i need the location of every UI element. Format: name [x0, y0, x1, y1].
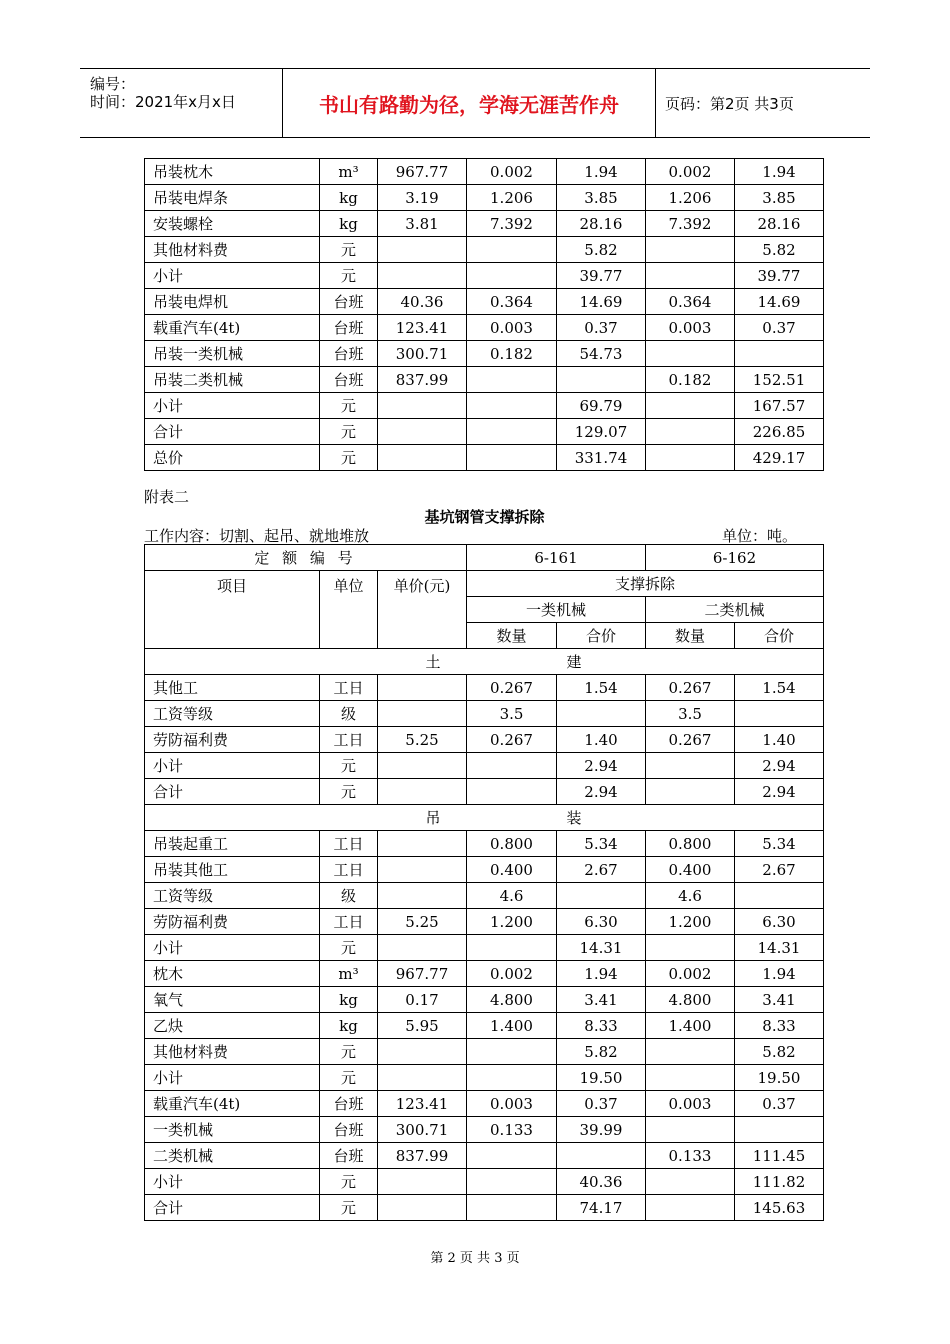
cell-total-a: 1.40: [557, 727, 646, 753]
cell-total-a: [557, 1143, 646, 1169]
cell-total-a: [557, 883, 646, 909]
cell-unit: kg: [320, 1013, 378, 1039]
cell-total-a: 1.94: [557, 961, 646, 987]
cell-price: [378, 1169, 467, 1195]
cell-total-b: 111.82: [735, 1169, 824, 1195]
cell-price: 123.41: [378, 315, 467, 341]
cell-qty-a: 0.267: [467, 727, 557, 753]
cell-unit: kg: [320, 211, 378, 237]
cell-price: 0.17: [378, 987, 467, 1013]
cell-price: 967.77: [378, 159, 467, 185]
cell-unit: 元: [320, 935, 378, 961]
cell-qty-b: 4.6: [646, 883, 735, 909]
table-row: [145, 1065, 824, 1091]
cell-qty-a: 1.200: [467, 909, 557, 935]
cell-unit: 工日: [320, 857, 378, 883]
cell-qty-a: 0.002: [467, 159, 557, 185]
cell-qty-a: 0.003: [467, 315, 557, 341]
cell-qty-b: 0.400: [646, 857, 735, 883]
table-row: [145, 315, 824, 341]
cell-qty-a: [467, 263, 557, 289]
cell-qty-a: 1.206: [467, 185, 557, 211]
appendix-label: 附表二: [144, 488, 190, 506]
cell-qty-a: [467, 445, 557, 471]
cell-qty-b: [646, 1065, 735, 1091]
col-item-header: 项目: [145, 571, 320, 649]
header-motto: 书山有路勤为径，学海无涯苦作舟: [282, 69, 656, 137]
cell-total-b: [735, 883, 824, 909]
table-row: [145, 935, 824, 961]
cell-total-b: 39.77: [735, 263, 824, 289]
cell-qty-a: [467, 1065, 557, 1091]
cell-qty-b: [646, 1117, 735, 1143]
cell-price: [378, 237, 467, 263]
cell-price: 300.71: [378, 1117, 467, 1143]
total-header-a: 合价: [557, 623, 646, 649]
cell-total-a: 6.30: [557, 909, 646, 935]
qty-header-a: 数量: [467, 623, 557, 649]
cell-qty-a: [467, 1195, 557, 1221]
cell-unit: 元: [320, 237, 378, 263]
cell-unit: 元: [320, 393, 378, 419]
cell-total-a: 331.74: [557, 445, 646, 471]
cell-qty-a: 0.400: [467, 857, 557, 883]
cell-item: 小计: [145, 1169, 320, 1195]
page-footer: 第 2 页 共 3 页: [430, 1251, 520, 1266]
table-row: [145, 1013, 824, 1039]
cell-qty-b: [646, 779, 735, 805]
quota-label: 定 额 编 号: [145, 545, 467, 571]
cost-table-continued: [144, 158, 824, 471]
cell-price: [378, 419, 467, 445]
cell-total-b: 3.85: [735, 185, 824, 211]
cell-price: [378, 857, 467, 883]
cell-total-a: 129.07: [557, 419, 646, 445]
cell-item: 其他工: [145, 675, 320, 701]
cell-item: 安装螺栓: [145, 211, 320, 237]
unit-note: 单位：吨。: [722, 527, 798, 545]
cell-qty-b: 0.800: [646, 831, 735, 857]
table-row: [145, 419, 824, 445]
cell-qty-a: [467, 1143, 557, 1169]
cell-item: 其他材料费: [145, 237, 320, 263]
cell-total-b: 14.31: [735, 935, 824, 961]
section-row: [145, 649, 824, 675]
cell-total-a: 1.54: [557, 675, 646, 701]
cell-unit: 台班: [320, 367, 378, 393]
cell-unit: kg: [320, 987, 378, 1013]
cell-total-b: 145.63: [735, 1195, 824, 1221]
cell-unit: 元: [320, 419, 378, 445]
cell-price: 967.77: [378, 961, 467, 987]
cell-total-b: 5.82: [735, 1039, 824, 1065]
cell-total-b: 6.30: [735, 909, 824, 935]
table-row: [145, 1169, 824, 1195]
cell-price: 40.36: [378, 289, 467, 315]
cell-qty-b: [646, 445, 735, 471]
table-row: [145, 1117, 824, 1143]
cell-item: 吊装一类机械: [145, 341, 320, 367]
cell-item: 乙炔: [145, 1013, 320, 1039]
cell-qty-a: [467, 935, 557, 961]
table-row: [145, 185, 824, 211]
cell-price: [378, 753, 467, 779]
cell-total-b: 226.85: [735, 419, 824, 445]
cell-total-b: 429.17: [735, 445, 824, 471]
cell-item: 小计: [145, 393, 320, 419]
cell-total-b: 5.34: [735, 831, 824, 857]
cell-item: 吊装电焊机: [145, 289, 320, 315]
table-row: [145, 961, 824, 987]
cell-qty-a: 7.392: [467, 211, 557, 237]
cell-qty-b: [646, 935, 735, 961]
cell-qty-a: [467, 237, 557, 263]
cost-table-continued-body: [145, 159, 824, 471]
cell-item: 吊装起重工: [145, 831, 320, 857]
section-label-left: 土: [145, 649, 467, 675]
cell-qty-b: 0.133: [646, 1143, 735, 1169]
cell-qty-a: 4.6: [467, 883, 557, 909]
cell-price: [378, 883, 467, 909]
table-row: [145, 1091, 824, 1117]
cell-qty-a: 0.002: [467, 961, 557, 987]
cell-qty-a: 1.400: [467, 1013, 557, 1039]
cell-qty-b: 3.5: [646, 701, 735, 727]
cell-price: [378, 675, 467, 701]
cell-total-a: 5.82: [557, 1039, 646, 1065]
cell-unit: 台班: [320, 1143, 378, 1169]
cell-item: 小计: [145, 935, 320, 961]
table-row: [145, 1143, 824, 1169]
cell-item: 合计: [145, 779, 320, 805]
cell-qty-a: 0.133: [467, 1117, 557, 1143]
table-row: [145, 753, 824, 779]
cell-total-a: 0.37: [557, 315, 646, 341]
cell-price: [378, 1195, 467, 1221]
cell-total-a: 0.37: [557, 1091, 646, 1117]
cell-item: 工资等级: [145, 701, 320, 727]
table-row: [145, 341, 824, 367]
cell-item: 二类机械: [145, 1143, 320, 1169]
cell-item: 小计: [145, 263, 320, 289]
cell-item: 合计: [145, 1195, 320, 1221]
quota-row: [145, 545, 824, 571]
total-header-b: 合价: [735, 623, 824, 649]
cell-item: 氧气: [145, 987, 320, 1013]
cell-total-a: 2.94: [557, 753, 646, 779]
cell-unit: 元: [320, 263, 378, 289]
cell-qty-a: 4.800: [467, 987, 557, 1013]
time-label: 时间：2021年x月x日: [90, 93, 236, 111]
cell-qty-b: [646, 1195, 735, 1221]
cell-price: [378, 1065, 467, 1091]
cell-qty-b: 1.400: [646, 1013, 735, 1039]
table-row: [145, 883, 824, 909]
table-row: [145, 857, 824, 883]
cell-qty-b: 0.267: [646, 727, 735, 753]
mech-a-header: 一类机械: [467, 597, 646, 623]
cell-unit: 级: [320, 701, 378, 727]
cell-total-b: 19.50: [735, 1065, 824, 1091]
cell-price: 837.99: [378, 367, 467, 393]
cell-item: 载重汽车(4t): [145, 315, 320, 341]
cell-qty-b: 0.267: [646, 675, 735, 701]
cell-qty-a: [467, 753, 557, 779]
cell-qty-a: 3.5: [467, 701, 557, 727]
cell-total-b: 111.45: [735, 1143, 824, 1169]
cell-qty-b: [646, 1169, 735, 1195]
cell-total-a: 3.85: [557, 185, 646, 211]
cell-qty-a: [467, 419, 557, 445]
header-page-info: 页码：第2页 共3页: [665, 94, 794, 113]
cell-total-b: 8.33: [735, 1013, 824, 1039]
steel-support-removal-table-body: [145, 545, 824, 1221]
cell-price: [378, 445, 467, 471]
cell-unit: kg: [320, 185, 378, 211]
table-row: [145, 1039, 824, 1065]
cell-price: [378, 935, 467, 961]
cell-total-b: 5.82: [735, 237, 824, 263]
cell-unit: 元: [320, 779, 378, 805]
cell-unit: 工日: [320, 727, 378, 753]
cell-total-b: 1.40: [735, 727, 824, 753]
code-label: 编号：: [90, 75, 136, 93]
cell-qty-b: 0.002: [646, 961, 735, 987]
cell-total-b: 0.37: [735, 315, 824, 341]
cell-qty-b: 4.800: [646, 987, 735, 1013]
cell-total-b: 2.94: [735, 779, 824, 805]
cell-qty-a: 0.182: [467, 341, 557, 367]
cell-item: 小计: [145, 753, 320, 779]
table-row: [145, 159, 824, 185]
cell-item: 枕木: [145, 961, 320, 987]
cell-total-a: 19.50: [557, 1065, 646, 1091]
cell-qty-b: [646, 393, 735, 419]
cell-item: 载重汽车(4t): [145, 1091, 320, 1117]
quota-code-a: 6-161: [467, 545, 646, 571]
cell-qty-b: 1.206: [646, 185, 735, 211]
cell-price: 5.95: [378, 1013, 467, 1039]
cell-unit: 元: [320, 753, 378, 779]
qty-header-b: 数量: [646, 623, 735, 649]
cell-total-a: [557, 367, 646, 393]
cell-total-b: [735, 1117, 824, 1143]
cell-total-a: 8.33: [557, 1013, 646, 1039]
col-unit-header: 单位: [320, 571, 378, 649]
header-row-1: [145, 571, 824, 597]
table-row: [145, 211, 824, 237]
section-label-right: 建: [467, 649, 824, 675]
cell-unit: 元: [320, 445, 378, 471]
cell-qty-b: [646, 419, 735, 445]
cell-unit: 台班: [320, 315, 378, 341]
cell-price: [378, 701, 467, 727]
cell-price: 3.81: [378, 211, 467, 237]
cell-total-a: 54.73: [557, 341, 646, 367]
cell-qty-a: 0.800: [467, 831, 557, 857]
cell-total-a: 39.77: [557, 263, 646, 289]
cell-qty-b: 7.392: [646, 211, 735, 237]
cell-unit: m³: [320, 159, 378, 185]
table-row: [145, 675, 824, 701]
cell-price: [378, 779, 467, 805]
cell-total-b: 3.41: [735, 987, 824, 1013]
col-price-header: 单价(元): [378, 571, 467, 649]
section-label-right: 装: [467, 805, 824, 831]
cell-total-b: 152.51: [735, 367, 824, 393]
cell-qty-b: 1.200: [646, 909, 735, 935]
cell-total-a: 2.67: [557, 857, 646, 883]
cell-price: 5.25: [378, 727, 467, 753]
cell-total-b: 14.69: [735, 289, 824, 315]
section-label-left: 吊: [145, 805, 467, 831]
cell-total-b: 1.94: [735, 159, 824, 185]
cell-price: [378, 393, 467, 419]
table-row: [145, 289, 824, 315]
cell-item: 劳防福利费: [145, 909, 320, 935]
page-header: [80, 68, 870, 138]
table-row: [145, 367, 824, 393]
cell-total-a: 5.82: [557, 237, 646, 263]
cell-total-a: 40.36: [557, 1169, 646, 1195]
cell-qty-b: 0.003: [646, 1091, 735, 1117]
cell-total-b: 0.37: [735, 1091, 824, 1117]
cell-item: 其他材料费: [145, 1039, 320, 1065]
mech-b-header: 二类机械: [646, 597, 824, 623]
cell-unit: 级: [320, 883, 378, 909]
cell-unit: 台班: [320, 1091, 378, 1117]
cell-total-b: [735, 701, 824, 727]
cell-qty-b: [646, 237, 735, 263]
cell-qty-b: [646, 1039, 735, 1065]
table-row: [145, 445, 824, 471]
table-row: [145, 393, 824, 419]
cell-unit: 台班: [320, 341, 378, 367]
cell-unit: 工日: [320, 831, 378, 857]
cell-unit: 元: [320, 1169, 378, 1195]
group-header: 支撑拆除: [467, 571, 824, 597]
table-row: [145, 987, 824, 1013]
cell-price: 123.41: [378, 1091, 467, 1117]
cell-unit: 工日: [320, 909, 378, 935]
table-row: [145, 909, 824, 935]
cell-total-a: [557, 701, 646, 727]
cell-unit: 台班: [320, 289, 378, 315]
cell-total-b: 1.54: [735, 675, 824, 701]
work-content: 工作内容：切割、起吊、就地堆放: [144, 527, 370, 545]
cell-qty-b: [646, 753, 735, 779]
cell-total-a: 2.94: [557, 779, 646, 805]
cell-total-a: 28.16: [557, 211, 646, 237]
cell-unit: 工日: [320, 675, 378, 701]
cell-qty-b: 0.003: [646, 315, 735, 341]
cell-total-a: 5.34: [557, 831, 646, 857]
cell-total-b: [735, 341, 824, 367]
cell-unit: m³: [320, 961, 378, 987]
cell-price: 5.25: [378, 909, 467, 935]
cell-total-b: 2.67: [735, 857, 824, 883]
cell-price: [378, 1039, 467, 1065]
cell-qty-b: 0.182: [646, 367, 735, 393]
cell-total-a: 74.17: [557, 1195, 646, 1221]
cell-price: 837.99: [378, 1143, 467, 1169]
cell-total-b: 1.94: [735, 961, 824, 987]
cell-total-a: 69.79: [557, 393, 646, 419]
table-row: [145, 1195, 824, 1221]
cell-price: 300.71: [378, 341, 467, 367]
cell-item: 吊装电焊条: [145, 185, 320, 211]
table-row: [145, 263, 824, 289]
cell-unit: 元: [320, 1039, 378, 1065]
cell-total-b: 28.16: [735, 211, 824, 237]
cell-item: 合计: [145, 419, 320, 445]
cell-qty-b: 0.002: [646, 159, 735, 185]
cell-item: 劳防福利费: [145, 727, 320, 753]
cell-item: 吊装枕木: [145, 159, 320, 185]
cell-total-a: 1.94: [557, 159, 646, 185]
cell-qty-a: [467, 1169, 557, 1195]
table-row: [145, 237, 824, 263]
quota-code-b: 6-162: [646, 545, 824, 571]
cell-price: 3.19: [378, 185, 467, 211]
cell-qty-a: 0.364: [467, 289, 557, 315]
steel-support-removal-table: [144, 544, 824, 1221]
cell-qty-a: 0.003: [467, 1091, 557, 1117]
cell-qty-b: 0.364: [646, 289, 735, 315]
cell-item: 吊装其他工: [145, 857, 320, 883]
table-row: [145, 701, 824, 727]
cell-qty-a: [467, 393, 557, 419]
cell-qty-a: [467, 779, 557, 805]
cell-total-a: 14.69: [557, 289, 646, 315]
cell-total-b: 167.57: [735, 393, 824, 419]
cell-qty-a: [467, 1039, 557, 1065]
table-row: [145, 727, 824, 753]
cell-item: 吊装二类机械: [145, 367, 320, 393]
cell-item: 总价: [145, 445, 320, 471]
section-row: [145, 805, 824, 831]
cell-unit: 元: [320, 1065, 378, 1091]
cell-total-b: 2.94: [735, 753, 824, 779]
table2-title: 基坑钢管支撑拆除: [424, 508, 545, 526]
cell-item: 一类机械: [145, 1117, 320, 1143]
cell-qty-a: [467, 367, 557, 393]
cell-unit: 台班: [320, 1117, 378, 1143]
table-row: [145, 831, 824, 857]
header-meta: [80, 69, 282, 137]
cell-unit: 元: [320, 1195, 378, 1221]
cell-item: 工资等级: [145, 883, 320, 909]
cell-qty-a: 0.267: [467, 675, 557, 701]
cell-total-a: 39.99: [557, 1117, 646, 1143]
cell-price: [378, 831, 467, 857]
table-row: [145, 779, 824, 805]
cell-qty-b: [646, 341, 735, 367]
cell-price: [378, 263, 467, 289]
cell-total-a: 3.41: [557, 987, 646, 1013]
cell-qty-b: [646, 263, 735, 289]
cell-total-a: 14.31: [557, 935, 646, 961]
cell-item: 小计: [145, 1065, 320, 1091]
